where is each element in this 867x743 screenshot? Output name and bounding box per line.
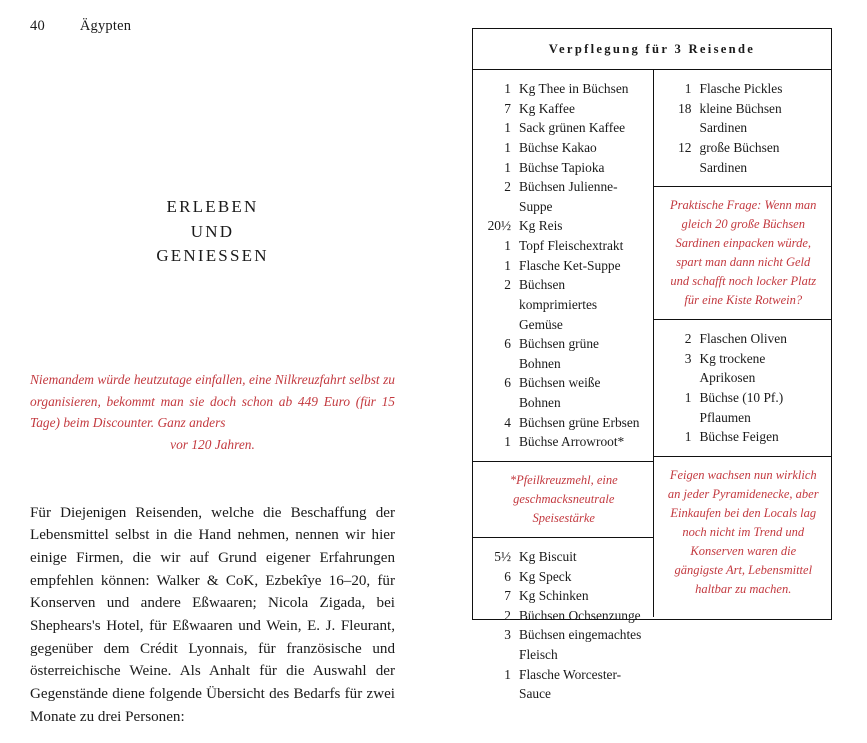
item-desc: Kg Thee in Büchsen (519, 81, 629, 96)
item-qty: 6 (504, 375, 511, 391)
item-desc: Büchse (10 Pf.) Pflaumen (699, 390, 784, 425)
list-item (666, 79, 822, 99)
item-qty: 7 (504, 588, 511, 604)
chapter-title-line-3: GENIESSEN (156, 246, 269, 266)
chapter-title-line-1: ERLEBEN (166, 197, 259, 216)
item-qty: 20½ (487, 218, 511, 234)
item-qty: 1 (504, 81, 511, 96)
item-desc: Flasche Worcester-Sauce (519, 666, 622, 702)
provisions-table-title: Verpflegung für 3 Reisende (473, 29, 831, 70)
list-item (485, 606, 643, 626)
list-item (666, 99, 822, 119)
list-item (485, 99, 643, 119)
item-desc: Topf Fleischextrakt (519, 238, 624, 253)
item-desc: Flasche Pickles (699, 81, 783, 96)
item-qty: 1 (504, 159, 511, 175)
item-qty: 12 (678, 139, 692, 155)
item-desc: Büchsen grüne Bohnen (519, 336, 599, 371)
item-qty: 7 (504, 100, 511, 116)
list-item (485, 625, 643, 645)
item-desc-cont: Fleisch (519, 647, 558, 662)
list-item (666, 349, 822, 388)
provisions-left-items-bottom (473, 538, 653, 713)
item-desc: Büchse Tapioka (519, 159, 605, 175)
provisions-column-right (654, 70, 832, 617)
list-item (485, 79, 643, 99)
list-item-continuation (666, 158, 822, 178)
epigraph (30, 369, 395, 456)
item-desc: Kg Biscuit (519, 548, 577, 564)
list-item-continuation (485, 315, 643, 335)
item-qty: 1 (504, 257, 511, 273)
provisions-right-note-top (654, 187, 832, 320)
provisions-right-items-bottom (654, 320, 832, 457)
item-desc: Büchse Arrowroot* (519, 434, 625, 450)
item-desc: Büchsen komprimiertes (519, 277, 598, 312)
epigraph-text: Niemandem würde heutzutage einfallen, eine Nilkreuzfahrt selbst zu organisieren, bekommt man sie doch schon ab 449 Euro (für 15 Tage) beim Discounter. Ganz anders (30, 371, 395, 431)
item-desc: Büchse Kakao (519, 139, 597, 155)
list-item (485, 665, 643, 704)
item-desc: Büchsen weiße Bohnen (519, 375, 601, 410)
commentary-note-top: Praktische Frage: Wenn man gleich 20 große Büchsen Sardinen einpacken würde, spart man dann nicht Geld und schafft noch locker Platz für eine Kiste Rotwein? (670, 198, 817, 308)
item-qty: 1 (504, 434, 511, 450)
list-item (485, 373, 643, 412)
item-qty: 1 (684, 81, 692, 96)
item-desc: Sack grünen Kaffee (519, 120, 626, 136)
item-qty: 1 (504, 666, 511, 682)
footnote-text: *Pfeilkreuzmehl, eine geschmacksneutrale Speisestärke (509, 472, 618, 525)
provisions-left-footnote (473, 462, 653, 538)
item-qty: 6 (504, 336, 511, 352)
page-header (30, 18, 430, 35)
item-desc: Kg Schinken (519, 588, 589, 604)
list-item (666, 427, 822, 447)
list-item (485, 158, 643, 178)
list-item (485, 432, 643, 452)
provisions-right-items-top (654, 70, 832, 187)
item-desc: Flaschen Oliven (699, 331, 787, 347)
list-item (485, 567, 643, 587)
list-item (485, 236, 643, 256)
item-qty: 2 (504, 607, 511, 623)
item-desc-cont: Sardinen (699, 120, 748, 136)
item-qty: 3 (504, 627, 511, 643)
item-list (485, 79, 643, 452)
item-list (666, 329, 822, 447)
item-qty: 2 (504, 277, 511, 293)
provisions-columns (473, 70, 831, 702)
item-desc: Kg Speck (519, 568, 572, 584)
item-desc: Büchsen Julienne-Suppe (519, 179, 618, 214)
item-desc: kleine Büchsen (699, 100, 782, 116)
item-qty: 1 (504, 238, 511, 253)
item-desc: große Büchsen (699, 139, 780, 155)
chapter-title (30, 195, 395, 269)
item-qty: 18 (678, 100, 692, 116)
item-qty: 1 (504, 120, 511, 136)
list-item (485, 275, 643, 314)
running-title: Ägypten (79, 18, 132, 34)
provisions-right-note-bottom (654, 457, 832, 608)
item-desc: Kg Reis (519, 218, 563, 234)
item-desc: Büchsen grüne Erbsen (519, 414, 640, 430)
provisions-left-items-top (473, 70, 653, 462)
item-desc: Büchsen eingemachtes (519, 627, 642, 643)
item-qty: 3 (684, 350, 692, 366)
list-item (485, 413, 643, 433)
item-list (485, 547, 643, 704)
item-desc: Flasche Ket-Suppe (519, 257, 621, 273)
list-item (485, 334, 643, 373)
list-item-continuation (666, 118, 822, 138)
item-desc-cont: Gemüse (519, 316, 563, 332)
item-desc-cont: Sardinen (699, 159, 748, 175)
list-item (485, 586, 643, 606)
list-item (485, 177, 643, 216)
item-qty: 5½ (494, 548, 511, 564)
item-desc: Kg Kaffee (519, 100, 575, 116)
chapter-title-line-2: UND (190, 221, 235, 241)
item-desc: Büchsen Ochsenzunge (519, 607, 641, 623)
list-item (485, 216, 643, 236)
commentary-note-bottom: Feigen wachsen nun wirklich an jeder Pyramidenecke, aber Einkaufen bei den Locals lag noch nicht im Trend und Konserven waren die gängigste Art, Lebensmittel haltbar zu machen. (667, 467, 819, 596)
list-item (666, 388, 822, 427)
list-item (485, 547, 643, 567)
list-item (666, 329, 822, 349)
epigraph-last-line: vor 120 Jahren. (170, 437, 255, 453)
item-desc: Kg trockene Aprikosen (699, 350, 766, 386)
item-qty: 1 (684, 429, 692, 445)
page-number: 40 (30, 18, 45, 34)
left-column (30, 195, 395, 743)
provisions-column-left (473, 70, 654, 702)
list-item (485, 256, 643, 276)
list-item (485, 138, 643, 158)
provisions-table (472, 28, 832, 702)
item-list (666, 79, 822, 177)
body-paragraph: Für Diejenigen Reisenden, welche die Beschaffung der Lebensmittel selbst in die Hand nehmen, nennen wir hier einige Firmen, die wir auf Grund eigener Erfahrungen empfehlen können: Walker & CoK, Ezbekîye 16–20, für Konserven und andere Eßwaaren; Nicola Zigada, bei Shephears's Hotel, für Eßwaaren und Wein, E. J. Fleurant, gegenüber dem Crédit Lyonnais, für französische und österreichische Weine. Als Anhalt für die Auswahl der Gegenstände diene folgende Übersicht des Bedarfs für zwei Monate zu drei Personen: (30, 504, 395, 725)
item-qty: 1 (684, 390, 692, 405)
item-desc: Büchse Feigen (699, 429, 779, 445)
list-item (666, 138, 822, 158)
item-qty: 2 (504, 179, 511, 195)
item-qty: 2 (684, 331, 692, 347)
list-item (485, 118, 643, 138)
item-qty: 1 (504, 139, 511, 155)
item-qty: 4 (504, 414, 511, 430)
item-qty: 6 (504, 568, 511, 584)
